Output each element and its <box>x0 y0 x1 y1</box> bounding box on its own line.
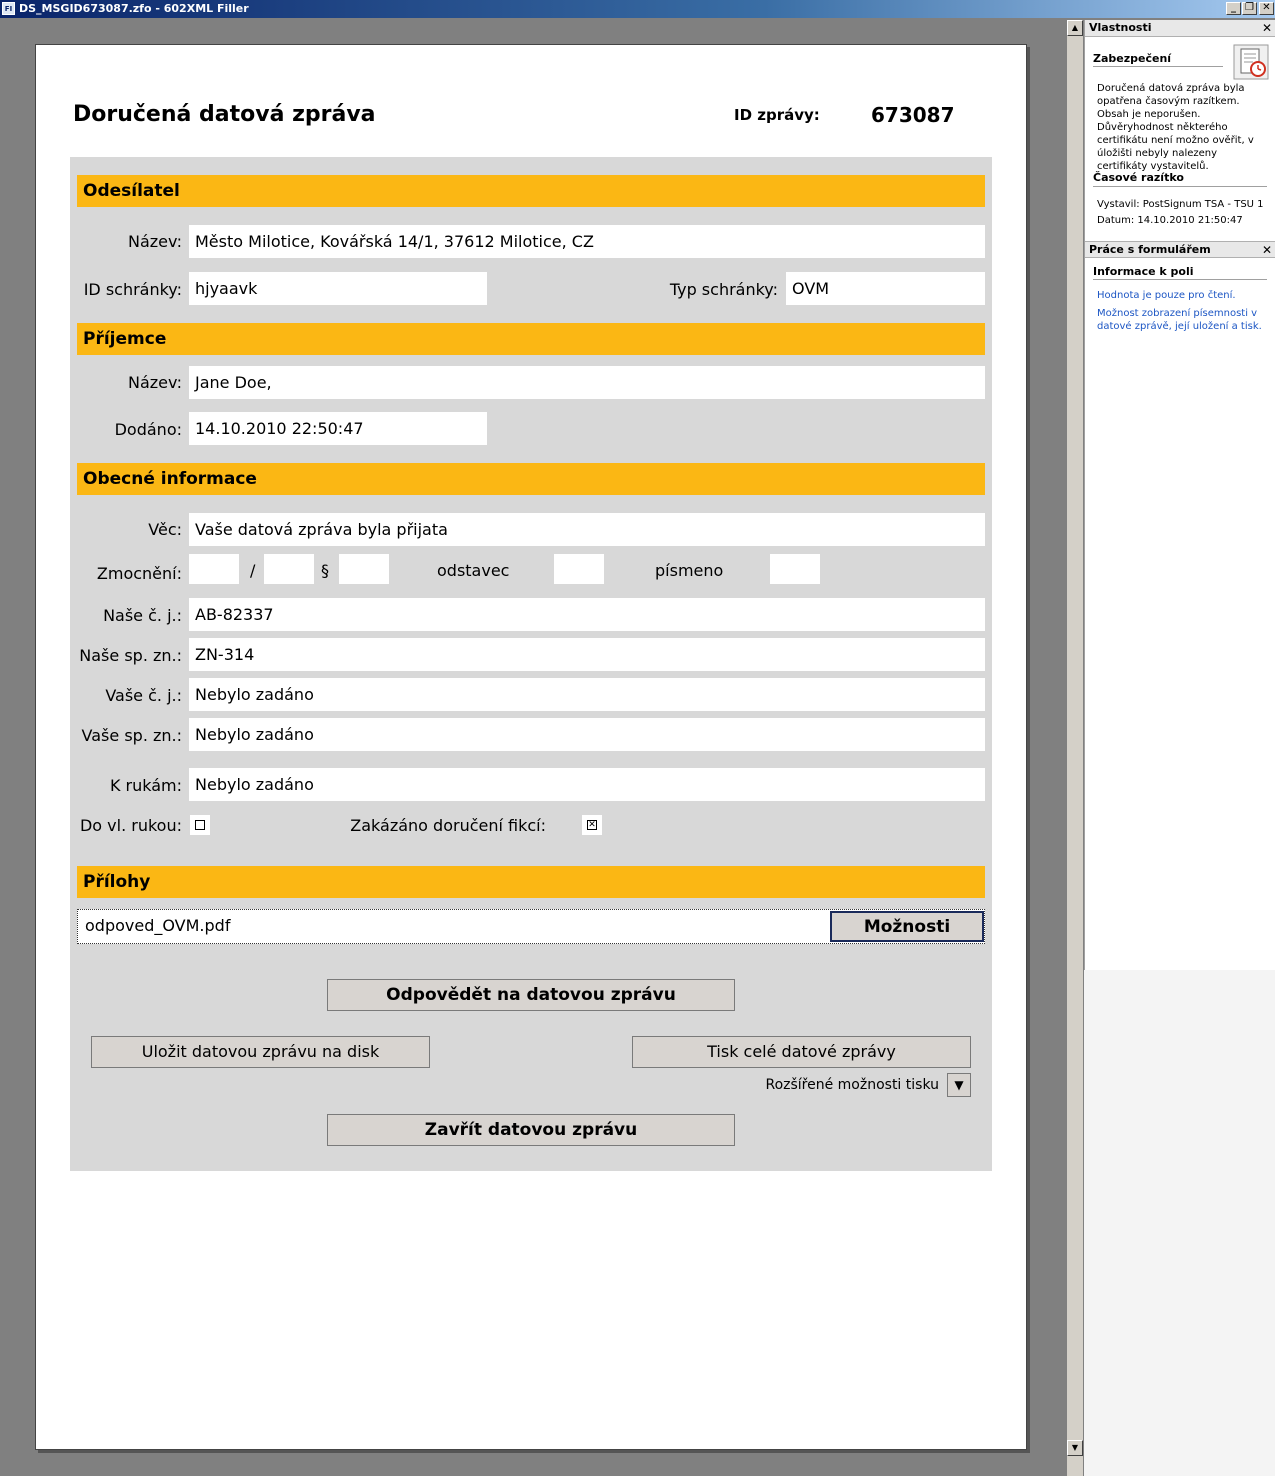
message-id-value: 673087 <box>871 103 955 127</box>
your-file-field[interactable]: Nebylo zadáno <box>189 718 985 751</box>
sender-box-type-field[interactable]: OVM <box>786 272 985 305</box>
properties-pane-header <box>1085 20 1275 37</box>
fiction-delivery-label: Zakázáno doručení fikcí: <box>350 816 546 835</box>
restore-button[interactable]: ❐ <box>1242 2 1257 15</box>
sender-name-label: Název: <box>128 232 182 251</box>
message-id-label: ID zprávy: <box>734 106 820 124</box>
your-ref-field[interactable]: Nebylo zadáno <box>189 678 985 711</box>
recipient-name-label: Název: <box>128 373 182 392</box>
to-hands-field[interactable]: Nebylo zadáno <box>189 768 985 801</box>
field-info-divider <box>1093 279 1267 280</box>
sender-name-field[interactable]: Město Milotice, Kovářská 14/1, 37612 Milotice, CZ <box>189 225 985 258</box>
attachment-options-button[interactable]: Možnosti <box>830 911 984 942</box>
section-sender: Odesílatel <box>77 175 985 207</box>
scroll-down-icon[interactable]: ▼ <box>1067 1440 1083 1456</box>
readonly-note: Hodnota je pouze pro čtení. <box>1097 290 1236 301</box>
extended-print-dropdown-icon[interactable]: ▼ <box>947 1073 971 1097</box>
side-pane <box>1084 20 1275 970</box>
section-attachments: Přílohy <box>77 866 985 898</box>
subject-field[interactable]: Vaše datová zpráva byla přijata <box>189 513 985 546</box>
subject-label: Věc: <box>148 520 182 539</box>
print-note: Možnost zobrazení písemnosti v datové zprávě, její uložení a tisk. <box>1097 308 1262 332</box>
pismeno-field[interactable] <box>770 554 820 584</box>
print-message-button[interactable]: Tisk celé datové zprávy <box>632 1036 971 1068</box>
field-info-title: Informace k poli <box>1093 265 1194 278</box>
section-recipient: Příjemce <box>77 323 985 355</box>
extended-print-label: Rozšířené možnosti tisku <box>765 1077 939 1093</box>
paragraph-sign: § <box>321 561 329 580</box>
your-ref-label: Vaše č. j.: <box>105 686 182 705</box>
timestamp-date-value: 14.10.2010 21:50:47 <box>1137 215 1243 226</box>
timestamp-date-label: Datum: <box>1097 215 1135 226</box>
odstavec-field[interactable] <box>554 554 604 584</box>
security-description: Doručená datová zpráva byla opatřena časovým razítkem. Obsah je neporušen. Důvěryhodnost některého certifikátu není možno ověřit, v úložišti nebyly nalezeny certifikáty vystavitelů. <box>1097 83 1254 172</box>
delivered-label: Dodáno: <box>114 420 182 439</box>
title-bar <box>0 0 1275 18</box>
security-certificate-icon <box>1233 44 1269 80</box>
personal-delivery-checkbox[interactable] <box>190 815 210 835</box>
timestamp-divider <box>1093 186 1267 187</box>
form-pane-title: Práce s formulářem <box>1089 243 1211 256</box>
pismeno-label: písmeno <box>655 561 724 580</box>
section-general-info: Obecné informace <box>77 463 985 495</box>
authorization-year-field[interactable] <box>264 554 314 584</box>
to-hands-label: K rukám: <box>109 776 182 795</box>
properties-pane-close-icon[interactable]: ✕ <box>1261 21 1272 35</box>
delivered-field[interactable]: 14.10.2010 22:50:47 <box>189 412 487 445</box>
sender-box-type-label: Typ schránky: <box>669 280 778 299</box>
sender-box-id-label: ID schránky: <box>83 280 182 299</box>
our-ref-label: Naše č. j.: <box>103 606 182 625</box>
timestamp-issuer-label: Vystavil: <box>1097 199 1140 210</box>
fiction-delivery-checkbox[interactable]: ✕ <box>582 815 602 835</box>
our-file-field[interactable]: ZN-314 <box>189 638 985 671</box>
authorization-law-field[interactable] <box>189 554 239 584</box>
window-title: DS_MSGID673087.zfo - 602XML Filler <box>19 2 249 15</box>
our-file-label: Naše sp. zn.: <box>79 646 182 665</box>
sender-box-id-field[interactable]: hjyaavk <box>189 272 487 305</box>
timestamp-issuer-value: PostSignum TSA - TSU 1 <box>1142 199 1264 210</box>
recipient-name-field[interactable]: Jane Doe, <box>189 366 985 399</box>
scroll-up-icon[interactable]: ▲ <box>1067 20 1083 36</box>
security-divider <box>1093 66 1223 67</box>
form-pane-header <box>1085 241 1275 258</box>
timestamp-issuer-row <box>1097 198 1267 211</box>
attachment-file-name[interactable]: odpoved_OVM.pdf <box>85 916 231 935</box>
your-file-label: Vaše sp. zn.: <box>81 726 182 745</box>
timestamp-title: Časové razítko <box>1093 171 1184 184</box>
authorization-label: Zmocnění: <box>96 564 182 583</box>
minimize-button[interactable]: _ <box>1226 2 1241 15</box>
vertical-scrollbar[interactable] <box>1067 20 1083 1476</box>
properties-pane-title: Vlastnosti <box>1089 21 1152 34</box>
authorization-paragraph-field[interactable] <box>339 554 389 584</box>
close-message-button[interactable]: Zavřít datovou zprávu <box>327 1114 735 1146</box>
reply-button[interactable]: Odpovědět na datovou zprávu <box>327 979 735 1011</box>
form-pane-close-icon[interactable]: ✕ <box>1261 243 1272 257</box>
timestamp-date-row <box>1097 214 1267 227</box>
page-title: Doručená datová zpráva <box>73 102 376 127</box>
odstavec-label: odstavec <box>437 561 510 580</box>
save-to-disk-button[interactable]: Uložit datovou zprávu na disk <box>91 1036 430 1068</box>
our-ref-field[interactable]: AB-82337 <box>189 598 985 631</box>
side-pane-empty-area <box>1084 970 1275 1476</box>
security-title: Zabezpečení <box>1093 52 1172 65</box>
personal-delivery-label: Do vl. rukou: <box>79 816 182 835</box>
authorization-slash: / <box>250 561 256 580</box>
close-button[interactable]: ✕ <box>1259 2 1274 15</box>
app-icon: FI <box>2 2 15 15</box>
